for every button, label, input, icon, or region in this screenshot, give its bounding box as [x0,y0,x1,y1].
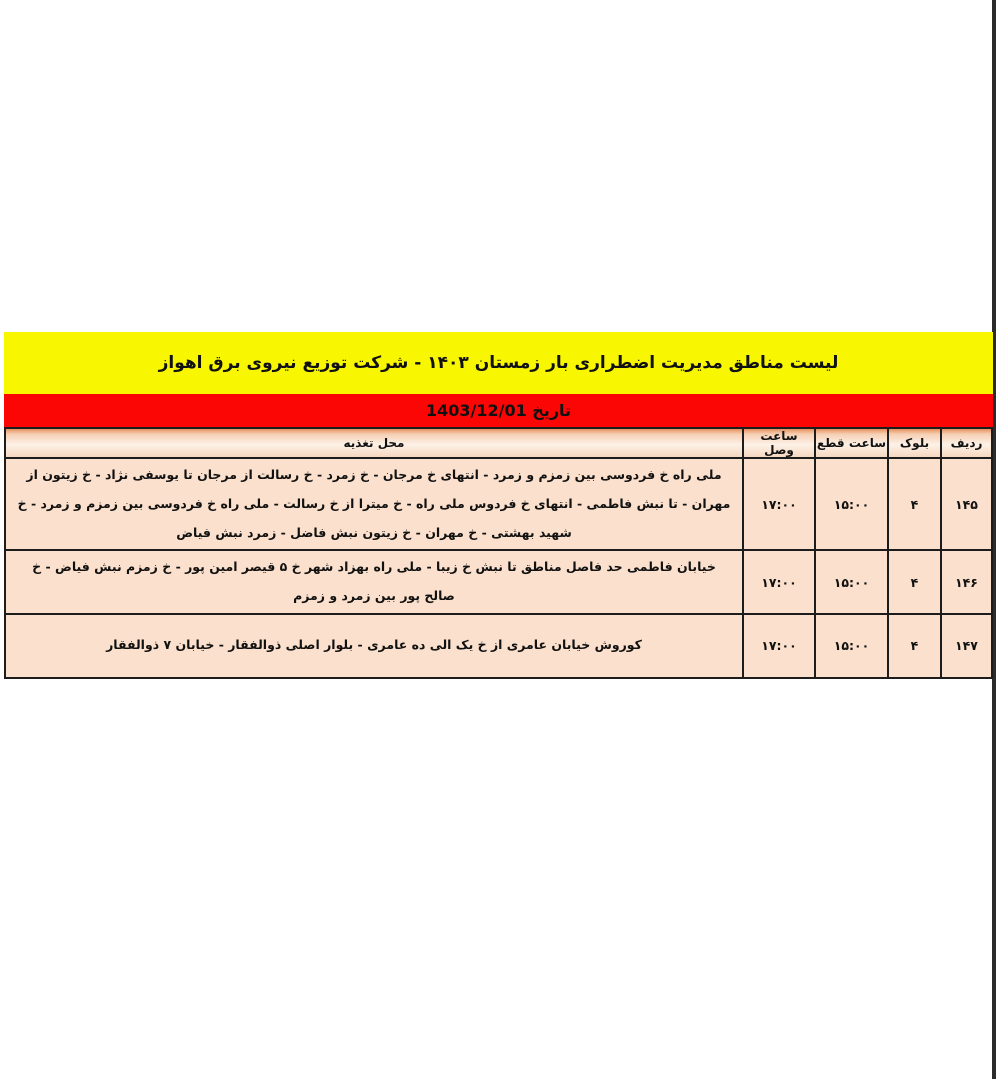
row-number-cell: ۱۴۶ [941,550,992,614]
table-row [5,614,992,678]
header-cut-time: ساعت قطع [815,428,888,458]
outage-table [4,427,993,679]
date-label: تاریخ 1403/12/01 [425,401,572,420]
feed-location-cell: کوروش خیابان عامری از خ یک الی ده عامری - بلوار اصلی ذوالفقار - خیابان ۷ ذوالفقار [5,614,743,678]
block-cell: ۴ [888,614,941,678]
header-feed-location: محل تغذیه [5,428,743,458]
cut-time-cell: ۱۵:۰۰ [815,550,888,614]
feed-location-cell: ملی راه خ فردوسی بین زمزم و زمرد - انتهای خ مرجان - خ زمرد - خ رسالت از مرجان تا یوسفی نژاد - خ زیتون از مهران - تا نبش فاطمی - انتهای خ فردوس ملی راه - خ میترا از خ رسالت - ملی راه خ فردوسی بین زمزم و زمرد - خ شهید بهشتی - خ مهران - خ زیتون نبش فاضل - زمرد نبش فیاض [5,458,743,550]
cut-time-cell: ۱۵:۰۰ [815,614,888,678]
reconnect-time-cell: ۱۷:۰۰ [743,614,815,678]
block-cell: ۴ [888,458,941,550]
table-row [5,550,992,614]
table-row [5,458,992,550]
date-band [4,394,993,427]
header-row-number: ردیف [941,428,992,458]
feed-location-cell: خیابان فاطمی حد فاصل مناطق تا نبش خ زیبا - ملی راه بهزاد شهر خ ۵ قیصر امین پور - خ زمزم نبش فیاض - خ صالح پور بین زمرد و زمزم [5,550,743,614]
row-number-cell: ۱۴۵ [941,458,992,550]
reconnect-time-cell: ۱۷:۰۰ [743,458,815,550]
table-header-row [5,428,992,458]
document-title-band [4,332,993,394]
header-reconnect-time: ساعت وصل [743,428,815,458]
outage-schedule-document [4,332,993,679]
reconnect-time-cell: ۱۷:۰۰ [743,550,815,614]
row-number-cell: ۱۴۷ [941,614,992,678]
block-cell: ۴ [888,550,941,614]
cut-time-cell: ۱۵:۰۰ [815,458,888,550]
document-title: لیست مناطق مدیریت اضطراری بار زمستان ۱۴۰۳ - شرکت توزیع نیروی برق اهواز [158,353,839,373]
header-block: بلوک [888,428,941,458]
